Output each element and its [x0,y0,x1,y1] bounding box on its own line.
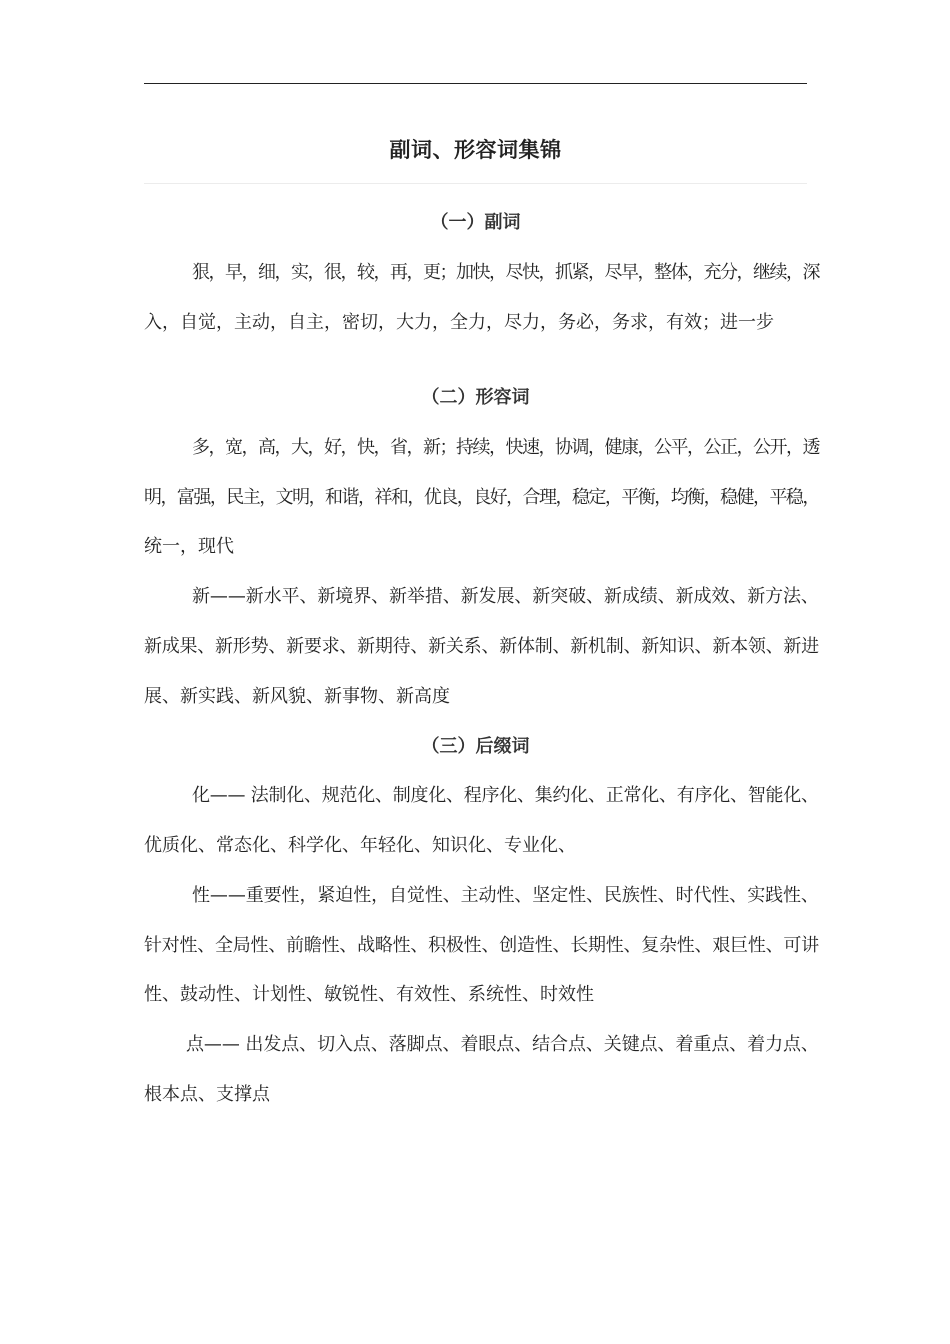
paragraph-line: 化—— 法制化、规范化、制度化、程序化、集约化、正常化、有序化、智能化、 [192,785,819,806]
paragraph-line: 点—— 出发点、切入点、落脚点、着眼点、结合点、关键点、着重点、着力点、 [186,1034,819,1055]
paragraph-line: 性、鼓动性、计划性、敏锐性、有效性、系统性、时效性 [144,984,594,1005]
paragraph-line: 根本点、支撑点 [144,1084,270,1105]
paragraph-line: 针对性、全局性、前瞻性、战略性、积极性、创造性、长期性、复杂性、艰巨性、可讲 [144,935,819,956]
paragraph-line: 入，自觉，主动，自主，密切，大力，全力，尽力，务必，务求，有效；进一步 [144,312,774,333]
paragraph-line: 性——重要性，紧迫性，自觉性、主动性、坚定性、民族性、时代性、实践性、 [192,885,819,906]
paragraph-line: 狠，早，细，实，很，较，再，更；加快，尽快，抓紧，尽早，整体，充分，继续，深 [192,262,819,283]
paragraph-line: 统一，现代 [144,536,234,557]
section-heading-adjectives: （二）形容词 [421,387,530,408]
title-divider [144,183,807,184]
section-heading-suffixes: （三）后缀词 [421,736,530,757]
paragraph-line: 新——新水平、新境界、新举措、新发展、新突破、新成绩、新成效、新方法、 [192,586,819,607]
paragraph-line: 展、新实践、新风貌、新事物、新高度 [144,686,450,707]
paragraph-line: 多，宽，高，大，好，快，省，新；持续，快速，协调，健康，公平，公正，公开，透 [192,437,819,458]
paragraph-line: 优质化、常态化、科学化、年轻化、知识化、专业化、 [144,835,576,856]
paragraph-line: 新成果、新形势、新要求、新期待、新关系、新体制、新机制、新知识、新本领、新进 [144,636,819,657]
section-heading-adverbs: （一）副词 [430,212,521,233]
document-title: 副词、形容词集锦 [389,138,562,162]
paragraph-line: 明，富强，民主，文明，和谐，祥和，优良，良好，合理，稳定，平衡，均衡，稳健，平稳， [144,487,819,508]
header-rule [144,83,807,84]
